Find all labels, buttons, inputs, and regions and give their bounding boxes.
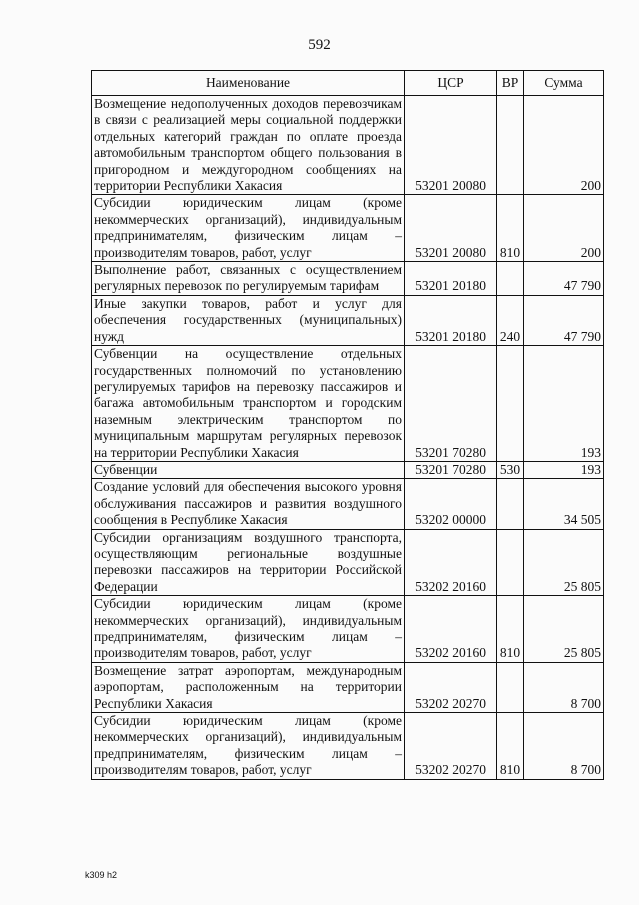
table-row (92, 662, 604, 712)
row-vr (497, 346, 524, 462)
row-csr: 53201 20180 (405, 262, 497, 296)
row-name: Субвенции на осуществление отдельных государственных полномочий по установлению регулируемых тарифов на перевозку пассажиров и багажа автомобильным транспортом и городским наземным электрическим транспортом по муниципальным маршрутам регулярных перевозок на территории Республики Хакасия (92, 346, 405, 462)
table-row (92, 346, 604, 462)
row-vr: 530 (497, 461, 524, 478)
table-row (92, 461, 604, 478)
header-vr: ВР (497, 71, 524, 96)
row-csr: 53201 70280 (405, 346, 497, 462)
row-name: Возмещение недополученных доходов перевозчикам в связи с реализацией меры социальной поддержки отдельных категорий граждан по оплате проезда автомобильным транспортом общего пользования в пригородном и междугородном сообщениях на территории Республики Хакасия (92, 96, 405, 195)
table-row (92, 596, 604, 663)
table-row (92, 262, 604, 296)
table-row (92, 295, 604, 345)
row-sum: 47 790 (524, 295, 604, 345)
row-csr: 53202 20160 (405, 529, 497, 596)
page-number: 592 (308, 37, 331, 53)
row-sum: 200 (524, 195, 604, 262)
row-vr (497, 529, 524, 596)
row-csr: 53202 20270 (405, 713, 497, 780)
row-vr: 810 (497, 195, 524, 262)
row-name: Выполнение работ, связанных с осуществлением регулярных перевозок по регулируемым тарифам (92, 262, 405, 296)
row-csr: 53201 70280 (405, 461, 497, 478)
row-csr: 53202 20270 (405, 662, 497, 712)
row-sum: 193 (524, 346, 604, 462)
row-name: Создание условий для обеспечения высокого уровня обслуживания пассажиров и развития воздушного сообщения в Республике Хакасия (92, 479, 405, 529)
row-vr (497, 262, 524, 296)
table-header-row (92, 71, 604, 96)
row-sum: 200 (524, 96, 604, 195)
table-row (92, 529, 604, 596)
row-csr: 53201 20080 (405, 96, 497, 195)
row-vr: 810 (497, 596, 524, 663)
row-sum: 25 805 (524, 529, 604, 596)
row-sum: 8 700 (524, 713, 604, 780)
row-csr: 53201 20180 (405, 295, 497, 345)
row-name: Субсидии организациям воздушного транспорта, осуществляющим региональные воздушные перевозки пассажиров на территории Российской Федерации (92, 529, 405, 596)
row-name: Субсидии юридическим лицам (кроме некоммерческих организаций), индивидуальным предпринимателям, физическим лицам – производителям товаров, работ, услуг (92, 195, 405, 262)
budget-table (91, 70, 604, 780)
row-vr (497, 662, 524, 712)
row-vr (497, 96, 524, 195)
row-csr: 53202 00000 (405, 479, 497, 529)
row-sum: 8 700 (524, 662, 604, 712)
table-row (92, 479, 604, 529)
row-csr: 53201 20080 (405, 195, 497, 262)
header-csr: ЦСР (405, 71, 497, 96)
row-vr: 240 (497, 295, 524, 345)
row-name: Возмещение затрат аэропортам, международным аэропортам, расположенным на территории Республики Хакасия (92, 662, 405, 712)
row-csr: 53202 20160 (405, 596, 497, 663)
footer-code: k309 h2 (85, 870, 118, 880)
row-name: Субсидии юридическим лицам (кроме некоммерческих организаций), индивидуальным предпринимателям, физическим лицам – производителям товаров, работ, услуг (92, 596, 405, 663)
row-vr (497, 479, 524, 529)
row-name: Иные закупки товаров, работ и услуг для обеспечения государственных (муниципальных) нужд (92, 295, 405, 345)
table-row (92, 195, 604, 262)
header-name: Наименование (92, 71, 405, 96)
table-row (92, 713, 604, 780)
table-row (92, 96, 604, 195)
row-sum: 34 505 (524, 479, 604, 529)
row-vr: 810 (497, 713, 524, 780)
row-name: Субсидии юридическим лицам (кроме некоммерческих организаций), индивидуальным предпринимателям, физическим лицам – производителям товаров, работ, услуг (92, 713, 405, 780)
row-name: Субвенции (92, 461, 405, 478)
row-sum: 25 805 (524, 596, 604, 663)
row-sum: 47 790 (524, 262, 604, 296)
header-sum: Сумма (524, 71, 604, 96)
row-sum: 193 (524, 461, 604, 478)
